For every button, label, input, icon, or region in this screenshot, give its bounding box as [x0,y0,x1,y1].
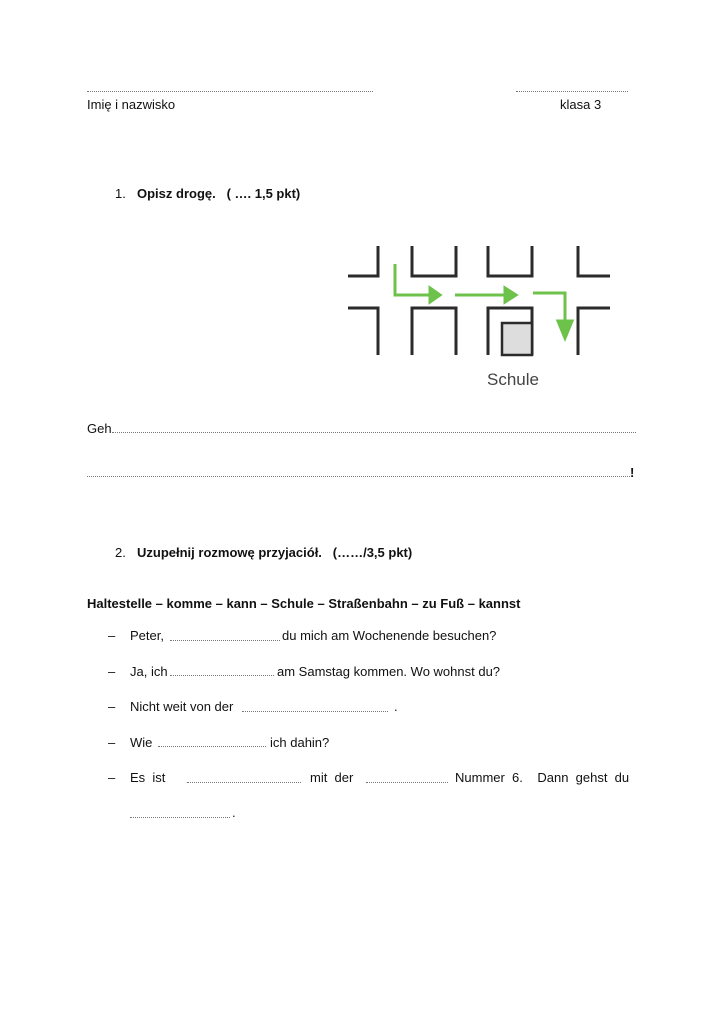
dash-1: – [108,628,116,643]
gap-5[interactable] [187,782,301,783]
class-line[interactable] [516,91,628,92]
line5-mid: mit der [310,770,354,785]
answer-end: ! [630,465,635,480]
class-label: klasa 3 [560,97,602,112]
line3-start: Nicht weit von der [130,699,234,714]
task1-number: 1. [115,186,126,201]
line2-start: Ja, ich [130,664,168,679]
dash-4: – [108,735,116,750]
answer-line-1[interactable] [112,432,636,433]
dash-5: – [108,770,116,785]
line1-start: Peter, [130,628,164,643]
school-label: Schule [487,370,539,389]
line6-end: . [232,805,236,820]
line3-end: . [394,699,398,714]
line5-end: Nummer 6. Dann gehst du [455,770,630,785]
answer-start: Geh [87,421,112,436]
name-label: Imię i nazwisko [87,97,176,112]
route-map [340,238,620,393]
gap-1[interactable] [170,640,280,641]
gap-3[interactable] [242,711,388,712]
street-walls [348,246,610,355]
gap-4[interactable] [158,746,266,747]
name-line[interactable] [87,91,373,92]
answer-line-2[interactable] [87,476,630,477]
gap-2[interactable] [170,675,274,676]
line5-start: Es ist [130,770,166,785]
line2-end: am Samstag kommen. Wo wohnst du? [277,664,501,679]
gap-7[interactable] [130,817,230,818]
dash-3: – [108,699,116,714]
task2-number: 2. [115,545,126,560]
task1-title: Opisz drogę. ( …. 1,5 pkt) [137,186,301,201]
dash-2: – [108,664,116,679]
task2-title: Uzupełnij rozmowę przyjaciół. (……/3,5 pkt) [137,545,413,560]
gap-6[interactable] [366,782,448,783]
line4-start: Wie [130,735,153,750]
line4-end: ich dahin? [270,735,330,750]
line1-end: du mich am Wochenende besuchen? [282,628,497,643]
school-building [502,323,532,355]
word-bank: Haltestelle – komme – kann – Schule – Straßenbahn – zu Fuß – kannst [87,596,521,611]
